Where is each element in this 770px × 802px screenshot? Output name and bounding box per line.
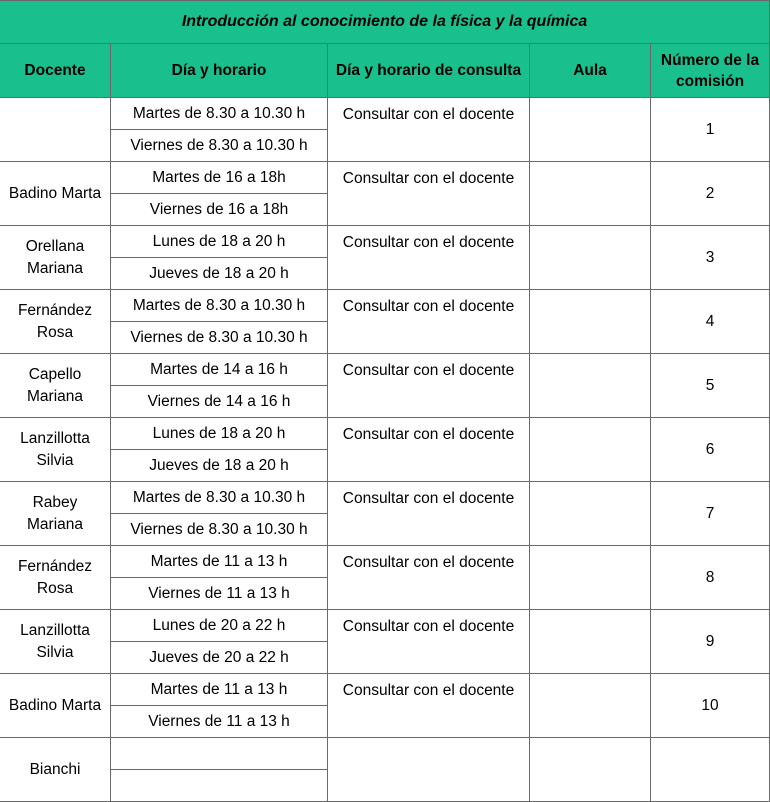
table-row	[0, 162, 770, 194]
comision-cell: 10	[651, 674, 770, 738]
table-row	[0, 290, 770, 322]
consulta-cell: Consultar con el docente	[328, 98, 530, 162]
horario-cell: Martes de 11 a 13 h	[111, 674, 328, 706]
horario-cell: Lunes de 18 a 20 h	[111, 418, 328, 450]
consulta-cell: Consultar con el docente	[328, 610, 530, 674]
consulta-cell: Consultar con el docente	[328, 354, 530, 418]
horario-cell: Jueves de 18 a 20 h	[111, 258, 328, 290]
consulta-cell: Consultar con el docente	[328, 418, 530, 482]
comision-cell: 6	[651, 418, 770, 482]
aula-cell	[530, 674, 651, 738]
docente-cell	[0, 98, 111, 162]
horario-cell: Viernes de 16 a 18h	[111, 194, 328, 226]
aula-cell	[530, 162, 651, 226]
horario-cell: Viernes de 8.30 a 10.30 h	[111, 514, 328, 546]
comision-cell: 9	[651, 610, 770, 674]
table-row	[0, 610, 770, 642]
aula-cell	[530, 354, 651, 418]
horario-cell: Martes de 8.30 a 10.30 h	[111, 482, 328, 514]
horario-cell: Viernes de 8.30 a 10.30 h	[111, 322, 328, 354]
table-row	[0, 226, 770, 258]
comision-cell: 4	[651, 290, 770, 354]
horario-cell	[111, 738, 328, 770]
table-title: Introducción al conocimiento de la física y la química	[0, 1, 770, 44]
comision-cell: 3	[651, 226, 770, 290]
consulta-cell: Consultar con el docente	[328, 162, 530, 226]
consulta-cell: Consultar con el docente	[328, 674, 530, 738]
aula-cell	[530, 546, 651, 610]
header-docente: Docente	[0, 44, 111, 98]
table-row	[0, 674, 770, 706]
title-row	[0, 1, 770, 44]
horario-cell: Viernes de 14 a 16 h	[111, 386, 328, 418]
header-dia-horario: Día y horario	[111, 44, 328, 98]
docente-cell: Lanzillotta Silvia	[0, 418, 111, 482]
horario-cell: Martes de 8.30 a 10.30 h	[111, 290, 328, 322]
docente-cell: Badino Marta	[0, 674, 111, 738]
consulta-cell: Consultar con el docente	[328, 482, 530, 546]
aula-cell	[530, 418, 651, 482]
horario-cell: Jueves de 18 a 20 h	[111, 450, 328, 482]
aula-cell	[530, 98, 651, 162]
header-aula: Aula	[530, 44, 651, 98]
comision-cell	[651, 738, 770, 802]
consulta-cell: Consultar con el docente	[328, 546, 530, 610]
header-row	[0, 44, 770, 98]
horario-cell: Martes de 16 a 18h	[111, 162, 328, 194]
horario-cell: Martes de 11 a 13 h	[111, 546, 328, 578]
table-row	[0, 738, 770, 770]
horario-cell: Martes de 8.30 a 10.30 h	[111, 98, 328, 130]
header-comision: Número de la comisión	[651, 44, 770, 98]
table-row	[0, 482, 770, 514]
comision-cell: 1	[651, 98, 770, 162]
comision-cell: 5	[651, 354, 770, 418]
docente-cell: Lanzillotta Silvia	[0, 610, 111, 674]
docente-cell: Capello Mariana	[0, 354, 111, 418]
docente-cell: Badino Marta	[0, 162, 111, 226]
horario-cell: Lunes de 20 a 22 h	[111, 610, 328, 642]
consulta-cell	[328, 738, 530, 802]
docente-cell: Orellana Mariana	[0, 226, 111, 290]
consulta-cell: Consultar con el docente	[328, 226, 530, 290]
comision-cell: 2	[651, 162, 770, 226]
table-row	[0, 354, 770, 386]
table-row	[0, 546, 770, 578]
table-row	[0, 418, 770, 450]
horario-cell: Jueves de 20 a 22 h	[111, 642, 328, 674]
aula-cell	[530, 482, 651, 546]
docente-cell: Fernández Rosa	[0, 290, 111, 354]
aula-cell	[530, 738, 651, 802]
docente-cell: Fernández Rosa	[0, 546, 111, 610]
table-row	[0, 98, 770, 130]
comision-cell: 7	[651, 482, 770, 546]
header-consulta: Día y horario de consulta	[328, 44, 530, 98]
horario-cell	[111, 770, 328, 802]
horario-cell: Viernes de 11 a 13 h	[111, 706, 328, 738]
aula-cell	[530, 290, 651, 354]
aula-cell	[530, 226, 651, 290]
comision-cell: 8	[651, 546, 770, 610]
aula-cell	[530, 610, 651, 674]
horario-cell: Viernes de 11 a 13 h	[111, 578, 328, 610]
table-body	[0, 98, 770, 802]
consulta-cell: Consultar con el docente	[328, 290, 530, 354]
docente-cell: Rabey Mariana	[0, 482, 111, 546]
horario-cell: Lunes de 18 a 20 h	[111, 226, 328, 258]
horario-cell: Martes de 14 a 16 h	[111, 354, 328, 386]
docente-cell: Bianchi	[0, 738, 111, 802]
horario-cell: Viernes de 8.30 a 10.30 h	[111, 130, 328, 162]
